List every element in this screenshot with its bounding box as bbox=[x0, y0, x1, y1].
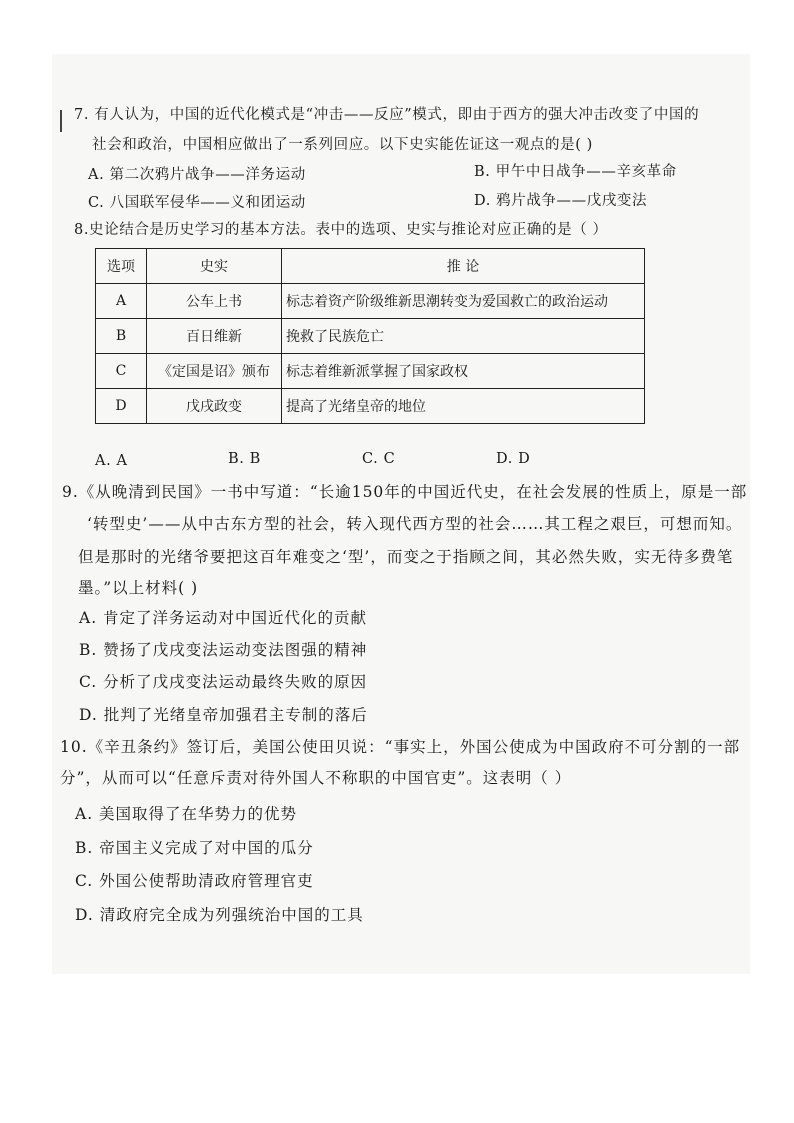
table-row bbox=[96, 389, 645, 424]
cell-fact: 公车上书 bbox=[147, 284, 282, 319]
table-row bbox=[96, 319, 645, 354]
header-inference: 推 论 bbox=[282, 249, 645, 284]
q10-option-b: B. 帝国主义完成了对中国的瓜分 bbox=[75, 839, 314, 857]
q8-option-c: C. C bbox=[362, 451, 396, 467]
q9-line1: 9.《从晚清到民国》一书中写道：“长逾150年的中国近代史，在社会发展的性质上，原是一部 bbox=[62, 483, 748, 501]
q9-option-d: D. 批判了光绪皇帝加强君主专制的落后 bbox=[79, 706, 368, 724]
table-row bbox=[96, 354, 645, 389]
q10-option-c: C. 外国公使帮助清政府管理官吏 bbox=[75, 872, 314, 890]
cell-fact: 《定国是诏》颁布 bbox=[147, 354, 282, 389]
header-fact: 史实 bbox=[147, 249, 282, 284]
table-row bbox=[96, 284, 645, 319]
header-option: 选项 bbox=[96, 249, 147, 284]
margin-mark bbox=[60, 110, 62, 132]
q9-line4: 墨。”以上材料( ) bbox=[78, 579, 199, 597]
q10-option-a: A. 美国取得了在华势力的优势 bbox=[75, 805, 298, 823]
q9-line3: 但是那时的光绪爷要把这百年难变之‘型’，而变之于指顾之间，其必然失败，实无待多费笔 bbox=[78, 548, 734, 566]
q7-option-b: B. 甲午中日战争——辛亥革命 bbox=[474, 164, 677, 180]
q9-option-b: B. 赞扬了戊戌变法运动变法图强的精神 bbox=[79, 641, 368, 659]
cell-option: B bbox=[96, 319, 147, 354]
q8-stem: 8.史论结合是历史学习的基本方法。表中的选项、史实与推论对应正确的是（ ） bbox=[74, 222, 608, 238]
cell-option: A bbox=[96, 284, 147, 319]
q7-option-c: C. 八国联军侵华——义和团运动 bbox=[88, 195, 306, 211]
q10-option-d: D. 清政府完全成为列强统治中国的工具 bbox=[75, 906, 364, 924]
cell-inference: 标志着维新派掌握了国家政权 bbox=[282, 354, 645, 389]
q8-table bbox=[95, 248, 645, 424]
q7-line2: 社会和政治，中国相应做出了一系列回应。以下史实能佐证这一观点的是( ) bbox=[92, 137, 593, 153]
cell-inference: 挽救了民族危亡 bbox=[282, 319, 645, 354]
cell-fact: 百日维新 bbox=[147, 319, 282, 354]
q7-option-a: A. 第二次鸦片战争——洋务运动 bbox=[88, 167, 306, 183]
q8-option-a: A. A bbox=[95, 453, 128, 469]
q10-line2: 分”，从而可以“任意斥责对待外国人不称职的中国官吏”。这表明（ ） bbox=[60, 769, 572, 787]
q9-option-c: C. 分析了戊戌变法运动最终失败的原因 bbox=[79, 673, 368, 691]
cell-fact: 戊戌政变 bbox=[147, 389, 282, 424]
table-header-row bbox=[96, 249, 645, 284]
q9-line2: ‘转型史’——从中古东方型的社会，转入现代西方型的社会……其工程之艰巨，可想而知。 bbox=[87, 515, 743, 533]
q7-option-d: D. 鸦片战争——戊戌变法 bbox=[474, 193, 648, 209]
q8-option-d: D. D bbox=[496, 451, 531, 467]
q10-line1: 10.《辛丑条约》签订后，美国公使田贝说：“事实上，外国公使成为中国政府不可分割的一部 bbox=[60, 738, 741, 756]
q8-option-b: B. B bbox=[228, 451, 261, 467]
q7-line1: 7. 有人认为，中国的近代化模式是“冲击——反应”模式，即由于西方的强大冲击改变了中国的 bbox=[74, 107, 700, 123]
cell-option: D bbox=[96, 389, 147, 424]
q9-option-a: A. 肯定了洋务运动对中国近代化的贡献 bbox=[79, 609, 368, 627]
cell-inference: 提高了光绪皇帝的地位 bbox=[282, 389, 645, 424]
cell-inference: 标志着资产阶级维新思潮转变为爱国救亡的政治运动 bbox=[282, 284, 645, 319]
cell-option: C bbox=[96, 354, 147, 389]
